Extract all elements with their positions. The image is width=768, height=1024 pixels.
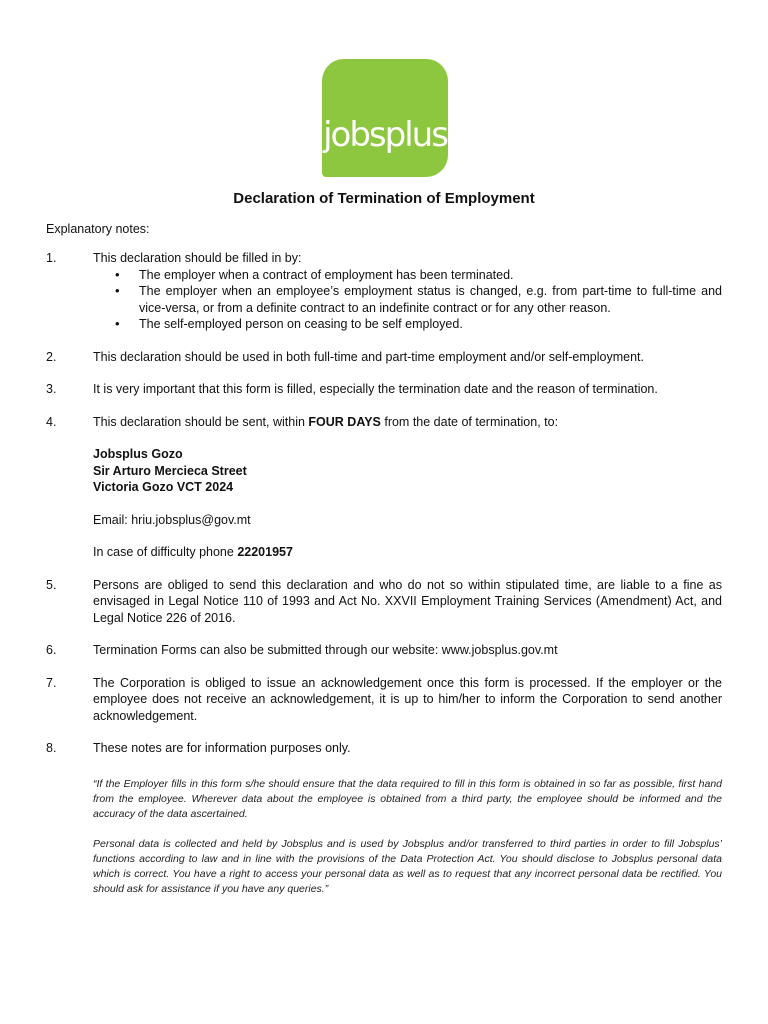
item-number: 3. bbox=[46, 382, 57, 396]
data-protection-notice bbox=[93, 777, 722, 912]
address-line: Victoria Gozo VCT 2024 bbox=[93, 480, 234, 494]
item-text: This declaration should be used in both full-time and part-time employment and/or self-employment. bbox=[93, 349, 644, 364]
item-number: 8. bbox=[46, 741, 57, 755]
bullet-list bbox=[93, 267, 722, 333]
bullet-item: • The employer when a contract of employment has been terminated. bbox=[93, 267, 722, 284]
item-text: This declaration should be filled in by: bbox=[93, 251, 302, 265]
bullet-item: • The self-employed person on ceasing to be self employed. bbox=[93, 316, 722, 333]
notice-paragraph: “If the Employer fills in this form s/he should ensure that the data required to fill in this form is obtained in so far as possible, first hand from the employee. Wherever data about the employee is obtained from a third party, the employee should be informed and the accuracy of the data ascertained. bbox=[93, 778, 722, 820]
item-text: The Corporation is obliged to issue an acknowledgement once this form is processed. If the employer or the employee does not receive an acknowledgement, it is up to him/her to inform the Corporation to send another acknowledgement. bbox=[93, 675, 722, 723]
phone-number: 22201957 bbox=[237, 545, 293, 559]
jobsplus-logo bbox=[322, 59, 448, 177]
address-line: Jobsplus Gozo bbox=[93, 447, 183, 461]
intro-label: Explanatory notes: bbox=[46, 222, 150, 236]
list-item-3 bbox=[46, 381, 722, 398]
item-text: These notes are for information purposes only. bbox=[93, 741, 351, 755]
bullet-item: • The employer when an employee’s employment status is changed, e.g. from part-time to full-time and vice-versa, or from a definite contract to an indefinite contract or for any other reason. bbox=[93, 283, 722, 316]
item-text-after: from the date of termination, to: bbox=[380, 414, 559, 429]
item-text bbox=[93, 414, 722, 431]
list-item-2 bbox=[46, 349, 722, 366]
email-line: Email: hriu.jobsplus@gov.mt bbox=[93, 512, 251, 527]
list-item-8 bbox=[46, 740, 722, 757]
item-number: 2. bbox=[46, 349, 57, 364]
item-text-before: This declaration should be sent, within bbox=[93, 414, 309, 429]
item-text: It is very important that this form is filled, especially the termination date and the reason of termination. bbox=[93, 382, 658, 396]
logo-text-plus: plus bbox=[384, 115, 447, 155]
item-number: 6. bbox=[46, 643, 57, 657]
address-line: Sir Arturo Mercieca Street bbox=[93, 463, 247, 478]
address-block bbox=[93, 446, 722, 496]
list-item-6 bbox=[46, 642, 722, 659]
item-number: 4. bbox=[46, 414, 57, 429]
item-number: 7. bbox=[46, 675, 57, 690]
list-item-7 bbox=[46, 675, 722, 725]
item-number: 5. bbox=[46, 577, 57, 592]
item-text: Persons are obliged to send this declaration and who do not so within stipulated time, are liable to a fine as envisaged in Legal Notice 110 of 1993 and Act No. XXVII Employment Training Services (Amendment) Act, and Legal Notice 226 of 2016. bbox=[93, 577, 722, 625]
notice-paragraph: Personal data is collected and held by Jobsplus and is used by Jobsplus and/or transferred to third parties in order to fill Jobsplus’ functions according to law and in line with the provisions of the Data Protection Act. You should disclose to Jobsplus personal data which is correct. You have a right to access your personal data as well as to request that any incorrect personal data be rectified. You should ask for assistance if you have any queries.” bbox=[93, 838, 722, 895]
list-item-4 bbox=[46, 414, 722, 561]
list-item-1 bbox=[46, 250, 722, 333]
list-item-5 bbox=[46, 577, 722, 627]
logo-text-jobs: jobs bbox=[323, 115, 385, 155]
item-number: 1. bbox=[46, 251, 57, 265]
phone-label: In case of difficulty phone bbox=[93, 545, 238, 559]
phone-line bbox=[93, 544, 722, 561]
page-title: Declaration of Termination of Employment bbox=[233, 190, 535, 207]
notes-list bbox=[46, 250, 722, 773]
item-text: Termination Forms can also be submitted through our website: www.jobsplus.gov.mt bbox=[93, 643, 558, 657]
logo-text bbox=[322, 115, 448, 155]
deadline-text: FOUR DAYS bbox=[308, 414, 381, 429]
